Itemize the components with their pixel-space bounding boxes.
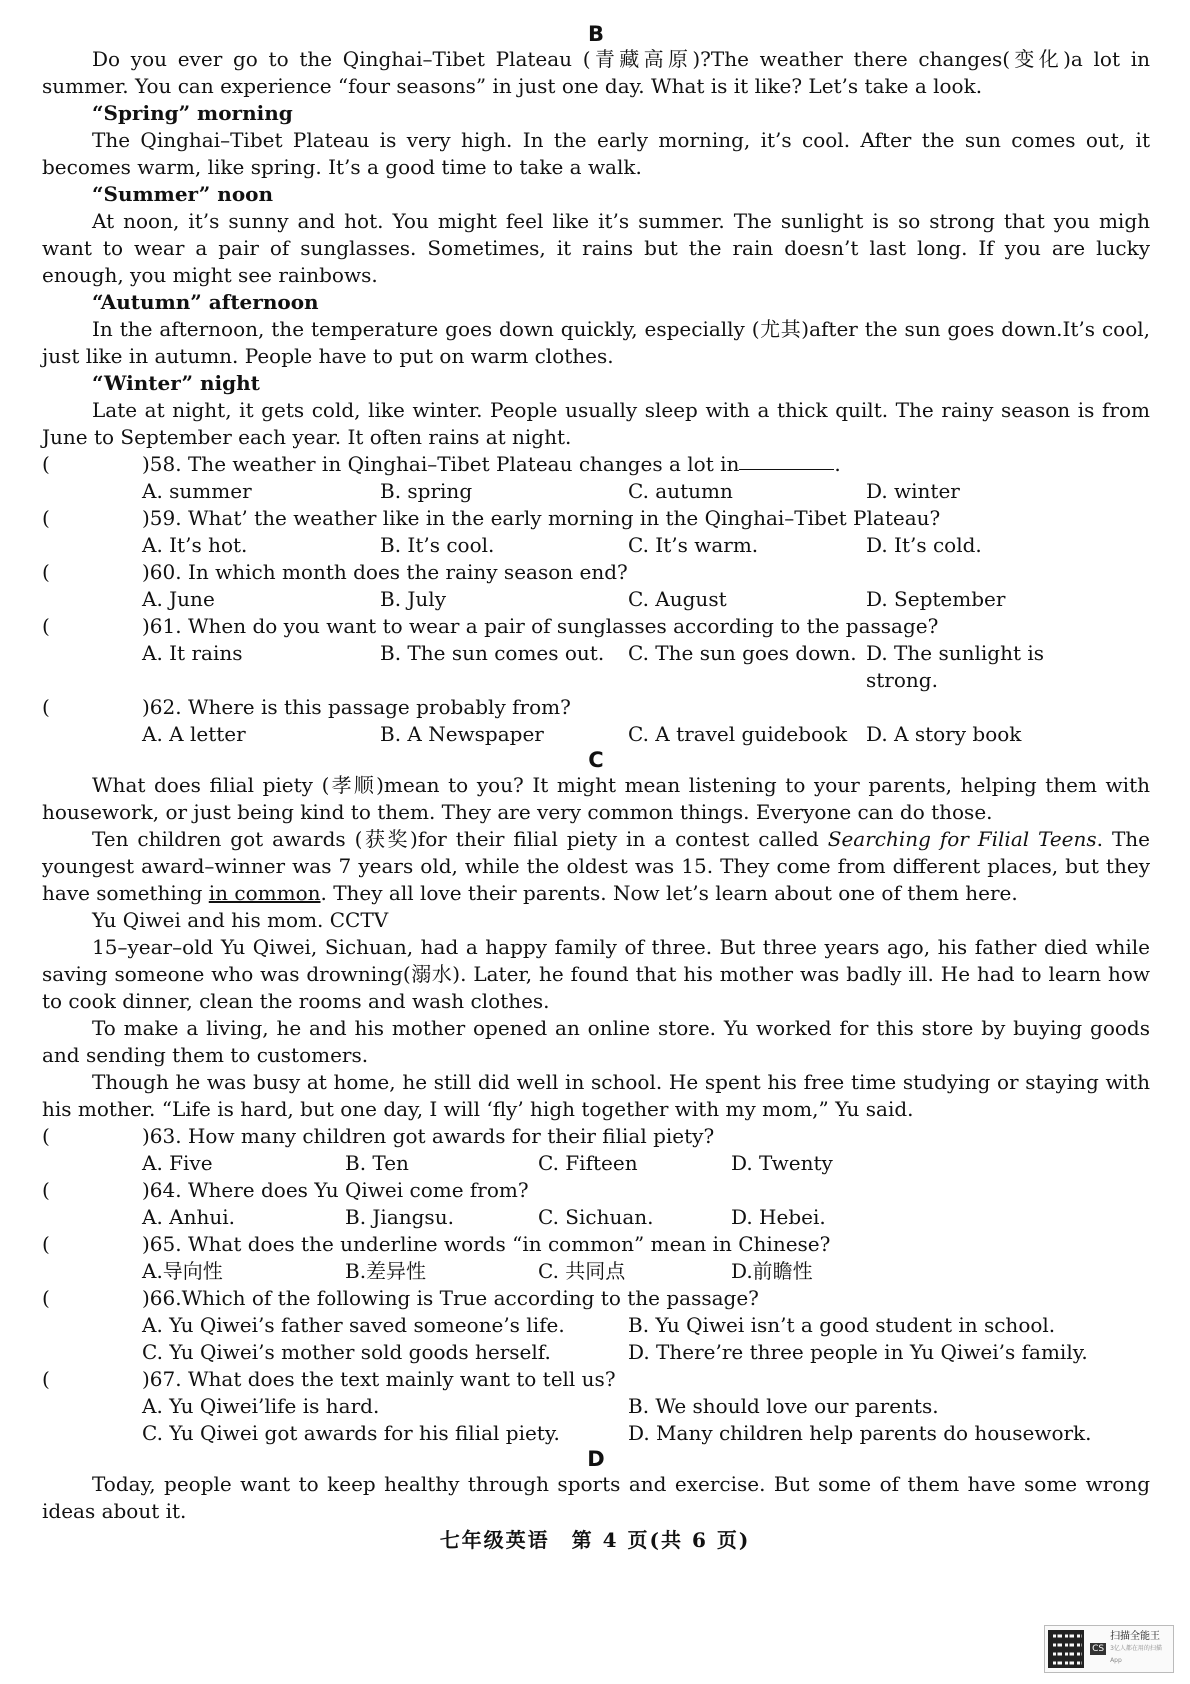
- option-c[interactable]: C. The sun goes down.: [628, 641, 857, 665]
- section-d-title: D: [587, 1447, 605, 1471]
- options-61: [42, 640, 1150, 694]
- scanner-watermark: [1044, 1625, 1174, 1673]
- options-60: [42, 586, 1150, 613]
- section-c-p2: [42, 826, 1150, 907]
- option-d[interactable]: D. September: [866, 587, 1006, 611]
- page-footer: 七年级英语 第 4 页(共 6 页): [439, 1528, 751, 1552]
- option-b[interactable]: B. July: [380, 587, 447, 611]
- question-61: [42, 613, 1150, 640]
- question-stem: )60. In which month does the rainy season end?: [142, 560, 628, 584]
- answer-bracket[interactable]: (: [42, 1178, 50, 1202]
- option-a[interactable]: A. It’s hot.: [142, 533, 248, 557]
- options-62: [42, 721, 1150, 748]
- option-b[interactable]: B. A Newspaper: [380, 722, 544, 746]
- options-59: [42, 532, 1150, 559]
- option-d[interactable]: D. Twenty: [731, 1151, 833, 1175]
- answer-bracket[interactable]: (: [42, 506, 50, 530]
- answer-blank[interactable]: [739, 451, 834, 470]
- option-b[interactable]: B.差异性: [345, 1259, 427, 1283]
- options-64: [42, 1204, 1150, 1231]
- options-66-row1: [42, 1312, 1150, 1339]
- options-63: [42, 1150, 1150, 1177]
- options-67-row2: [42, 1420, 1150, 1447]
- question-59: [42, 505, 1150, 532]
- option-b[interactable]: B. Yu Qiwei isn’t a good student in school.: [628, 1313, 1056, 1337]
- section-c-p4: To make a living, he and his mother opened an online store. Yu worked for this store by buying goods and sending them to customers.: [42, 1016, 1150, 1067]
- option-b[interactable]: B. The sun comes out.: [380, 641, 605, 665]
- app-tagline: 3亿人都在用的扫描App: [1110, 1645, 1162, 1664]
- question-63: [42, 1123, 1150, 1150]
- option-d[interactable]: D. Hebei.: [731, 1205, 826, 1229]
- option-a[interactable]: A. summer: [142, 479, 252, 503]
- question-stem: )63. How many children got awards for their filial piety?: [142, 1124, 715, 1148]
- summer-text: At noon, it’s sunny and hot. You might feel like it’s summer. The sunlight is so strong that you migh want to wear a pair of sunglasses. Sometimes, it rains but the rain doesn’t last long. If you are lucky enough, you might see rainbows.: [42, 209, 1150, 287]
- question-tail: .: [834, 452, 841, 476]
- app-name: 扫描全能王: [1110, 1631, 1161, 1642]
- option-c[interactable]: C. Yu Qiwei’s mother sold goods herself.: [142, 1340, 551, 1364]
- option-b[interactable]: B. It’s cool.: [380, 533, 495, 557]
- question-stem: )59. What’ the weather like in the early morning in the Qinghai–Tibet Plateau?: [142, 506, 941, 530]
- answer-bracket[interactable]: (: [42, 1124, 50, 1148]
- option-a[interactable]: A. A letter: [142, 722, 246, 746]
- question-60: [42, 559, 1150, 586]
- question-stem: )66.Which of the following is True according to the passage?: [142, 1286, 759, 1310]
- option-c[interactable]: C. It’s warm.: [628, 533, 759, 557]
- section-d-p1: Today, people want to keep healthy through sports and exercise. But some of them have some wrong ideas about it.: [42, 1472, 1150, 1523]
- answer-bracket[interactable]: (: [42, 560, 50, 584]
- option-d[interactable]: D. winter: [866, 479, 960, 503]
- answer-bracket[interactable]: (: [42, 614, 50, 638]
- option-c[interactable]: C. Sichuan.: [538, 1205, 654, 1229]
- option-c[interactable]: C. August: [628, 587, 727, 611]
- p2-part-b: . The youngest award–winner was 7 years old, while the oldest was 15. They come from different places, but they have something: [42, 827, 1150, 905]
- options-66-row2: [42, 1339, 1150, 1366]
- underlined-phrase: in common: [208, 881, 321, 905]
- question-stem: )62. Where is this passage probably from?: [142, 695, 571, 719]
- section-c-p1: What does filial piety (孝顺)mean to you? It might mean listening to your parents, helping them with housework, or just being kind to them. They are very common things. Everyone can do those.: [42, 773, 1150, 824]
- question-67: [42, 1366, 1150, 1393]
- option-b[interactable]: B. spring: [380, 479, 473, 503]
- answer-bracket[interactable]: (: [42, 1232, 50, 1256]
- question-stem: )58. The weather in Qinghai–Tibet Plateau changes a lot in: [142, 452, 740, 476]
- winter-text: Late at night, it gets cold, like winter. People usually sleep with a thick quilt. The rainy season is from June to September each year. It often rains at night.: [42, 398, 1150, 449]
- option-a[interactable]: A. Yu Qiwei’s father saved someone’s life.: [142, 1313, 565, 1337]
- autumn-text: In the afternoon, the temperature goes down quickly, especially (尤其)after the sun goes down.It’s cool, just like in autumn. People have to put on warm clothes.: [42, 317, 1150, 368]
- option-d[interactable]: D. It’s cold.: [866, 533, 982, 557]
- option-a[interactable]: A. June: [142, 587, 215, 611]
- question-stem: )64. Where does Yu Qiwei come from?: [142, 1178, 529, 1202]
- section-b-intro: Do you ever go to the Qinghai–Tibet Plateau (青藏高原)?The weather there changes(变化)a lot in summer. You can experience “four seasons” in just one day. What is it like? Let’s take a look.: [42, 47, 1150, 98]
- content: [42, 22, 1150, 1525]
- question-65: [42, 1231, 1150, 1258]
- watermark-text: [1110, 1631, 1170, 1667]
- option-a[interactable]: A. It rains: [142, 641, 243, 665]
- options-58: [42, 478, 1150, 505]
- p2-part-a: Ten children got awards (获奖)for their filial piety in a contest called: [92, 827, 828, 851]
- winter-heading: “Winter” night: [92, 371, 260, 395]
- option-b[interactable]: B. Ten: [345, 1151, 409, 1175]
- options-67-row1: [42, 1393, 1150, 1420]
- option-d[interactable]: D. Many children help parents do housework.: [628, 1421, 1092, 1445]
- question-64: [42, 1177, 1150, 1204]
- answer-bracket[interactable]: (: [42, 1367, 50, 1391]
- option-b[interactable]: B. We should love our parents.: [628, 1394, 939, 1418]
- cs-logo-icon: CS: [1092, 1644, 1105, 1654]
- section-b-title: B: [587, 22, 604, 46]
- option-a[interactable]: A. Anhui.: [142, 1205, 235, 1229]
- option-d[interactable]: D. A story book: [866, 722, 1022, 746]
- contest-name: Searching for Filial Teens: [827, 827, 1097, 851]
- question-stem: )67. What does the text mainly want to tell us?: [142, 1367, 616, 1391]
- option-c[interactable]: C. Fifteen: [538, 1151, 638, 1175]
- option-c[interactable]: C. 共同点: [538, 1259, 626, 1283]
- option-c[interactable]: C. Yu Qiwei got awards for his filial piety.: [142, 1421, 560, 1445]
- option-a[interactable]: A. Yu Qiwei’life is hard.: [142, 1394, 380, 1418]
- answer-bracket[interactable]: (: [42, 1286, 50, 1310]
- section-c-p3: 15–year–old Yu Qiwei, Sichuan, had a happy family of three. But three years ago, his father died while saving someone who was drowning(溺水). Later, he found that his mother was badly ill. He had to learn how to cook dinner, clean the rooms and wash clothes.: [42, 935, 1150, 1013]
- option-c[interactable]: C. autumn: [628, 479, 733, 503]
- question-58: [42, 451, 1150, 478]
- options-65: [42, 1258, 1150, 1285]
- option-a[interactable]: A.导向性: [142, 1259, 223, 1283]
- question-stem: )65. What does the underline words “in common” mean in Chinese?: [142, 1232, 831, 1256]
- option-b[interactable]: B. Jiangsu.: [345, 1205, 454, 1229]
- option-a[interactable]: A. Five: [142, 1151, 213, 1175]
- option-d[interactable]: D.前瞻性: [731, 1259, 813, 1283]
- photo-caption: Yu Qiwei and his mom. CCTV: [92, 908, 389, 932]
- section-c-p5: Though he was busy at home, he still did well in school. He spent his free time studying or staying with his mother. “Life is hard, but one day, I will ‘fly’ high together with my mom,” Yu said.: [42, 1070, 1150, 1121]
- p2-part-c: . They all love their parents. Now let’s learn about one of them here.: [320, 881, 1018, 905]
- spring-text: The Qinghai–Tibet Plateau is very high. In the early morning, it’s cool. After the sun comes out, it becomes warm, like spring. It’s a good time to take a walk.: [42, 128, 1150, 179]
- option-d[interactable]: D. There’re three people in Yu Qiwei’s family.: [628, 1340, 1088, 1364]
- qr-code-icon: [1048, 1630, 1084, 1668]
- answer-bracket[interactable]: (: [42, 452, 50, 476]
- question-62: [42, 694, 1150, 721]
- autumn-heading: “Autumn” afternoon: [92, 290, 319, 314]
- answer-bracket[interactable]: (: [42, 695, 50, 719]
- section-c-title: C: [588, 748, 604, 772]
- spring-heading: “Spring” morning: [92, 101, 293, 125]
- option-d[interactable]: D. The sunlight is strong.: [866, 641, 1045, 692]
- option-c[interactable]: C. A travel guidebook: [628, 722, 848, 746]
- summer-heading: “Summer” noon: [92, 182, 274, 206]
- question-66: [42, 1285, 1150, 1312]
- question-stem: )61. When do you want to wear a pair of sunglasses according to the passage?: [142, 614, 939, 638]
